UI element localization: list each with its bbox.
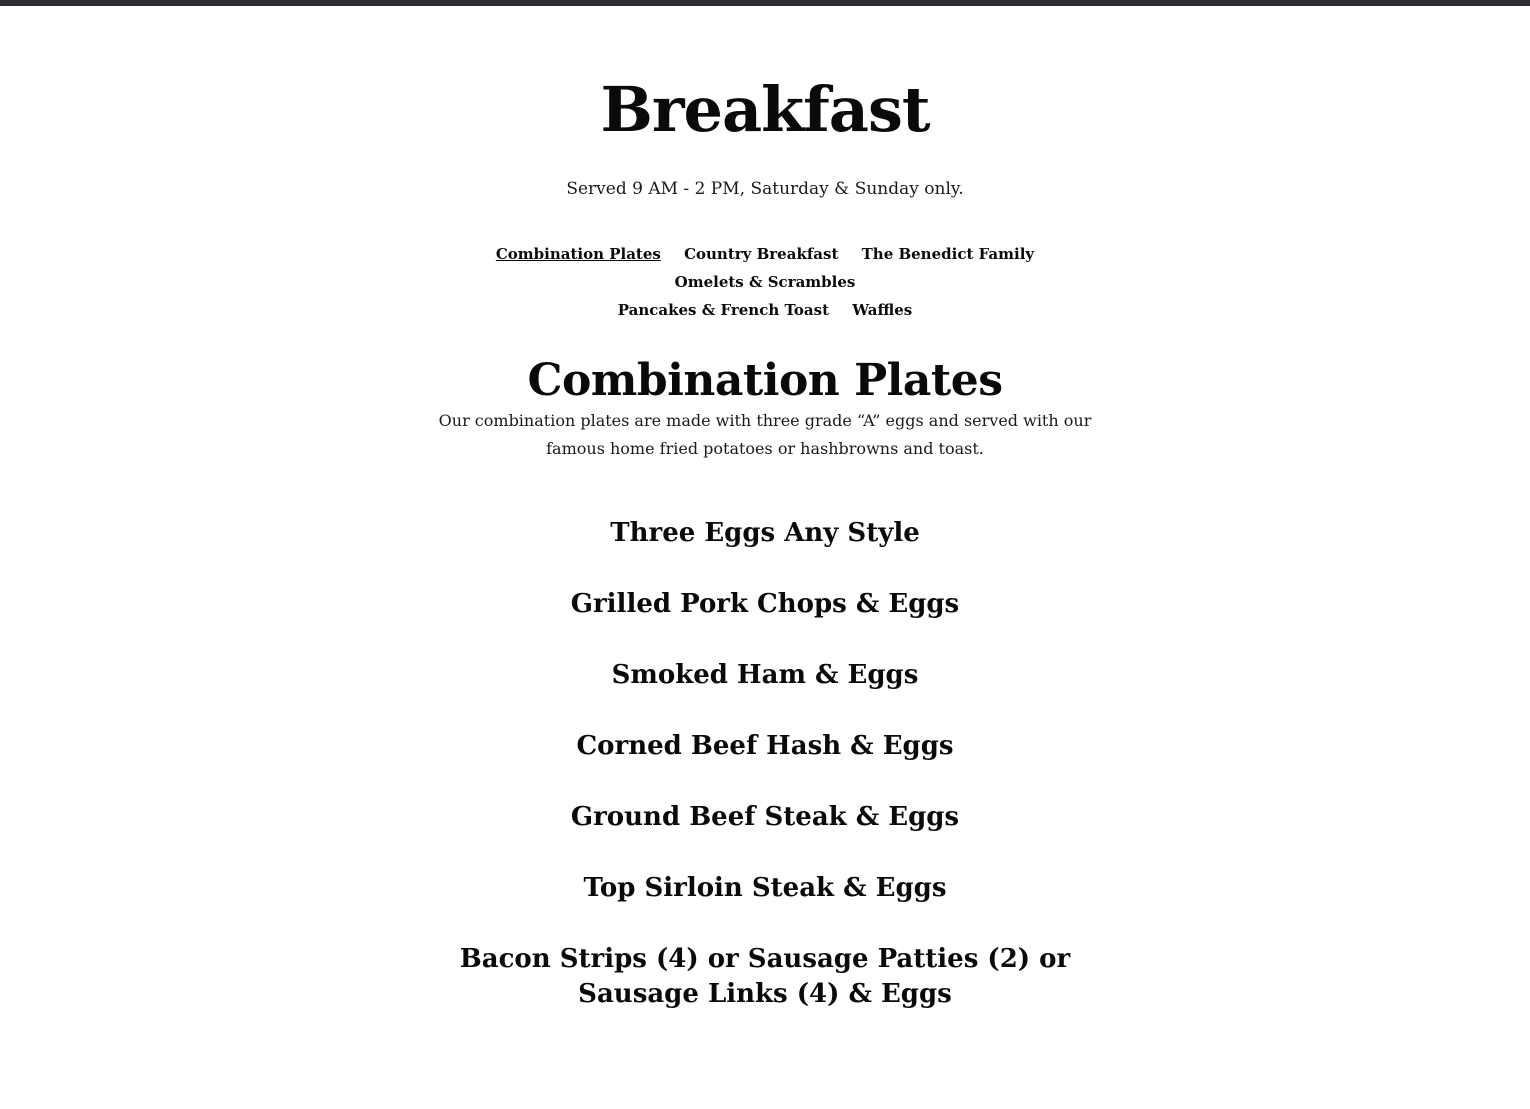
menu-item-title: Grilled Pork Chops & Eggs <box>570 589 960 619</box>
top-bar <box>0 0 1530 6</box>
section-description: Our combination plates are made with three grade “A” eggs and served with our famous home fried potatoes or hashbrowns and toast. <box>438 411 1092 458</box>
menu-item-list <box>415 516 1115 1048</box>
nav-link-pancakes-french-toast[interactable]: Pancakes & French Toast <box>617 301 830 319</box>
menu-item-title: Corned Beef Hash & Eggs <box>576 731 954 761</box>
menu-item-title: Smoked Ham & Eggs <box>611 660 919 690</box>
nav-link-omelets-scrambles[interactable]: Omelets & Scrambles <box>674 273 856 291</box>
nav-link-country-breakfast[interactable]: Country Breakfast <box>684 245 839 263</box>
menu-item-title: Top Sirloin Steak & Eggs <box>583 873 947 903</box>
nav-link-benedict-family[interactable]: The Benedict Family <box>861 245 1035 263</box>
section-title: Combination Plates <box>527 355 1003 406</box>
menu-item-title: Bacon Strips (4) or Sausage Patties (2) or Sausage Links (4) & Eggs <box>459 944 1071 1009</box>
menu-item-title: Three Eggs Any Style <box>610 518 920 548</box>
section-nav <box>415 240 1115 324</box>
nav-link-waffles[interactable]: Waffles <box>852 301 913 319</box>
menu-item-title: Ground Beef Steak & Eggs <box>570 802 960 832</box>
nav-link-combination-plates[interactable]: Combination Plates <box>495 245 661 263</box>
page-subtitle: Served 9 AM - 2 PM, Saturday & Sunday only. <box>566 179 964 199</box>
page-title: Breakfast <box>600 73 930 146</box>
